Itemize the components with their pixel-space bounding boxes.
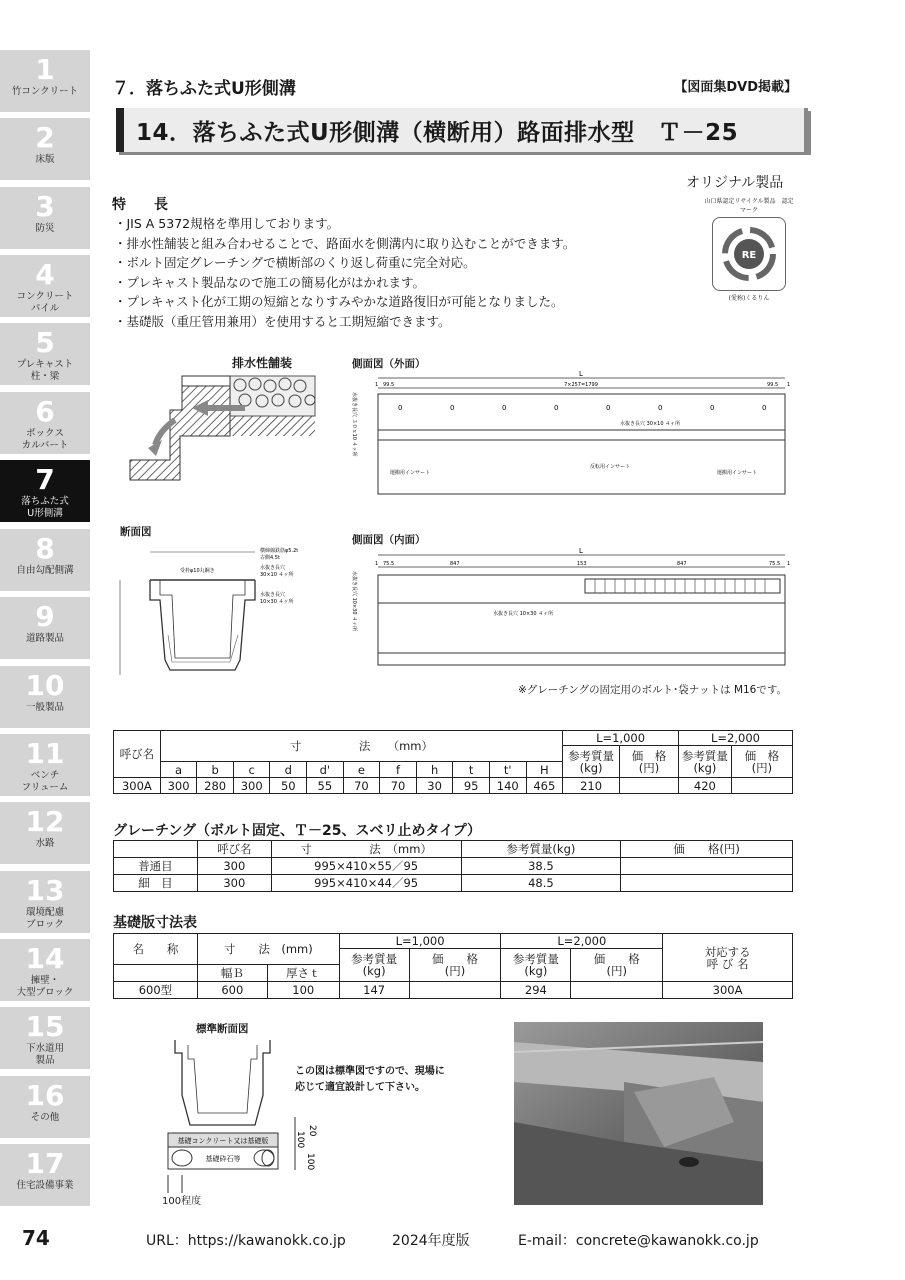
cell: 普通目 xyxy=(114,858,198,875)
header-price: 価 格 (円) xyxy=(731,746,792,778)
side-tab-15[interactable] xyxy=(0,1007,90,1069)
side-tab-14[interactable] xyxy=(0,939,90,1001)
cell: 48.5 xyxy=(461,875,621,892)
side-tab-number: 4 xyxy=(35,258,55,291)
svg-text:0: 0 xyxy=(606,404,611,412)
insert-label: 反転用インサート xyxy=(590,464,631,470)
side-tab-label: 道路製品 xyxy=(25,633,64,644)
dim-label: 75.5 xyxy=(383,561,395,567)
side-tab-number: 1 xyxy=(35,53,55,86)
cell: 600型 xyxy=(114,982,198,999)
section-heading: ７．落ちふた式U形側溝 xyxy=(112,79,296,99)
side-tab-5[interactable] xyxy=(0,323,90,385)
recycle-logo-text: RE xyxy=(741,250,757,261)
header-cell: 寸 法 (mm) xyxy=(197,934,339,965)
standard-title: 標準断面図 xyxy=(196,1023,249,1035)
side-tab-number: 8 xyxy=(35,532,55,565)
base-label: 基礎砕石等 xyxy=(205,1155,241,1163)
dim-label: 1 xyxy=(375,382,379,388)
cell: 細 目 xyxy=(114,875,198,892)
feature-item: ・排水性舗装と組み合わせることで、路面水を側溝内に取り込むことができます。 xyxy=(114,235,576,251)
cell: 280 xyxy=(197,778,234,794)
header-l2000: L=2,000 xyxy=(678,731,792,746)
side-tab-label: プレキャスト 柱・梁 xyxy=(16,359,74,382)
dim-label: 100 xyxy=(305,1153,315,1171)
dim-label: 99.5 xyxy=(383,382,395,388)
feature-item: ・ボルト固定グレーチングで横断部のくり返し荷重に完全対応。 xyxy=(114,255,476,270)
table-row xyxy=(114,858,793,875)
cell: 300 xyxy=(197,858,271,875)
side-tab-7[interactable] xyxy=(0,460,90,522)
side-tab-10[interactable] xyxy=(0,666,90,728)
side-tab-label: 住宅設備事業 xyxy=(16,1180,74,1191)
side-tab-number: 11 xyxy=(25,737,65,770)
cell: 600 xyxy=(197,982,267,999)
header-cell: 参考質量 (kg) xyxy=(501,949,571,982)
feature-item: ・プレキャスト製品なので施工の簡易化がはかれます。 xyxy=(114,274,426,290)
grating-heading: グレーチング（ボルト固定、Ｔ－25、スベリ止めタイプ） xyxy=(113,823,481,839)
cell: 70 xyxy=(343,778,380,794)
cell: 38.5 xyxy=(461,858,621,875)
header-yobi: 呼び名 xyxy=(114,731,161,778)
header-cell: 名 称 xyxy=(114,934,198,965)
header-cell: 価 格(円) xyxy=(621,841,793,858)
side-tab-label: 自由勾配側溝 xyxy=(16,565,74,576)
dim-label: 7×257=1799 xyxy=(564,382,598,388)
features-heading: 特 長 xyxy=(112,197,168,213)
dim-label: 1 xyxy=(787,382,791,388)
pavement-label: 排水性舗装 xyxy=(232,356,293,370)
svg-text:0: 0 xyxy=(554,404,559,412)
cell: 465 xyxy=(526,778,563,794)
svg-text:0: 0 xyxy=(762,404,767,412)
section-note: 古側4.5t xyxy=(260,555,280,561)
side-tab-label: 落ちふた式 U形側溝 xyxy=(21,496,69,519)
features-list xyxy=(114,214,575,331)
side-tab-8[interactable] xyxy=(0,529,90,591)
side-tab-label: コンクリート パイル xyxy=(16,291,74,314)
side-tab-label: ベンチ フリューム xyxy=(21,770,69,793)
col-d: d xyxy=(270,762,307,778)
side-tab-label: その他 xyxy=(30,1112,60,1123)
side-tab-label: 防災 xyxy=(35,223,55,234)
side-tab-17[interactable] xyxy=(0,1144,90,1206)
feature-item: ・JIS A 5372規格を準用しております。 xyxy=(114,216,340,231)
dim-label: 847 xyxy=(450,561,460,567)
feature-item: ・基礎版（重圧管用兼用）を使用すると工期短縮できます。 xyxy=(114,313,451,329)
col-f: f xyxy=(380,762,417,778)
side-tab-number: 16 xyxy=(25,1079,65,1112)
dim-label: 847 xyxy=(677,561,687,567)
page-title: 14．落ちふた式U形側溝（横断用）路面排水型 Ｔ－25 xyxy=(136,120,739,146)
svg-text:0: 0 xyxy=(502,404,507,412)
header-l1000: L=1,000 xyxy=(563,731,679,746)
side-tab-number: 12 xyxy=(25,805,65,838)
side-inner-drawing xyxy=(345,545,795,670)
header-cell: 価 格 (円) xyxy=(409,949,501,982)
dim-label: 100 xyxy=(295,1131,305,1149)
grating-table xyxy=(113,840,793,892)
svg-text:0: 0 xyxy=(450,404,455,412)
header-cell: 厚さｔ xyxy=(267,965,339,982)
bolt-note: ※グレーチングの固定用のボルト･袋ナットは M16です。 xyxy=(518,684,788,696)
recycle-mark xyxy=(704,196,794,302)
side-tab-13[interactable] xyxy=(0,871,90,933)
cell: 55 xyxy=(307,778,344,794)
standard-bottom-label: 100程度 xyxy=(162,1196,202,1207)
hole-label: 水抜き長穴 10×30 ４ヶ所 xyxy=(351,571,357,632)
dim-label: 1 xyxy=(375,561,379,567)
insert-label: 運搬用インサート xyxy=(390,470,431,476)
section-note: 10×30 ４ヶ所 xyxy=(260,599,294,605)
header-cell xyxy=(114,965,198,982)
svg-text:0: 0 xyxy=(398,404,403,412)
dim-label: 153 xyxy=(577,561,587,567)
table-row xyxy=(114,778,793,794)
header-cell xyxy=(114,841,198,858)
pavement-drawing xyxy=(120,370,320,490)
recycle-mark-top: 山口県認定リサイクル製品 認定マーク xyxy=(704,198,794,214)
col-c: c xyxy=(233,762,270,778)
section-label: 断面図 xyxy=(120,526,152,538)
side-tab-number: 15 xyxy=(25,1010,65,1043)
base-table xyxy=(113,933,793,999)
standard-note: 応じて適宜設計して下さい。 xyxy=(295,1082,425,1093)
col-h: h xyxy=(416,762,453,778)
side-tab-16[interactable] xyxy=(0,1076,90,1138)
cell xyxy=(409,982,501,999)
footer-year: 2024年度版 xyxy=(392,1233,470,1249)
side-outer-drawing xyxy=(345,370,795,500)
side-tab-9[interactable] xyxy=(0,597,90,659)
cell: 147 xyxy=(339,982,409,999)
cell: 210 xyxy=(563,778,620,794)
header-cell: L=1,000 xyxy=(339,934,501,949)
hole-label: 水抜き長穴 10×30 ４ヶ所 xyxy=(493,611,554,617)
cell xyxy=(621,858,793,875)
side-tab-number: 5 xyxy=(35,326,55,359)
spec-table xyxy=(113,730,793,794)
cell: 294 xyxy=(501,982,571,999)
section-note: 受枠φ10丸鋼き xyxy=(180,568,215,574)
dim-label: L xyxy=(579,370,583,378)
feature-item: ・プレキャスト化が工期の短縮となりすみやかな道路復旧が可能となりました。 xyxy=(114,294,564,309)
side-tab-label: 一般製品 xyxy=(25,702,64,713)
col-e: e xyxy=(343,762,380,778)
col-t: t xyxy=(453,762,490,778)
side-tab-label: 下水道用 製品 xyxy=(25,1043,64,1066)
side-tab-number: 9 xyxy=(35,600,55,633)
table-row xyxy=(114,875,793,892)
recycle-mark-bottom: (愛称)くるりん xyxy=(728,295,770,302)
col-t2: t' xyxy=(489,762,526,778)
cell: 300 xyxy=(197,875,271,892)
side-tab-number: 14 xyxy=(25,942,65,975)
cell: 300 xyxy=(233,778,270,794)
side-tab-label: ボックス カルバート xyxy=(21,428,69,451)
side-tab-2[interactable] xyxy=(0,118,90,180)
side-tab-1[interactable] xyxy=(0,50,90,112)
side-tab-4[interactable] xyxy=(0,255,90,317)
col-b: b xyxy=(197,762,234,778)
side-tab-3[interactable] xyxy=(0,187,90,249)
section-note: 30×10 ４ヶ所 xyxy=(260,572,294,578)
header-price: 価 格 (円) xyxy=(620,746,679,778)
hole-label: 水抜き長穴 ３０ｘ10 ４ヶ所 xyxy=(351,392,357,457)
header-cell: 呼び名 xyxy=(197,841,271,858)
hole-label: 水抜き長穴 30×10 ４ヶ所 xyxy=(620,421,681,427)
dim-label: 20 xyxy=(307,1125,317,1137)
cell xyxy=(571,982,663,999)
col-H: H xyxy=(526,762,563,778)
side-tab-11[interactable] xyxy=(0,734,90,796)
side-tab-number: 10 xyxy=(25,669,65,702)
header-cell: 参考質量(kg) xyxy=(461,841,621,858)
dim-label: 99.5 xyxy=(767,382,779,388)
side-tab-label: 環境配慮 ブロック xyxy=(25,907,64,930)
cell: 420 xyxy=(678,778,731,794)
cell: 70 xyxy=(380,778,417,794)
col-a: a xyxy=(160,762,197,778)
cell xyxy=(620,778,679,794)
cell: 100 xyxy=(267,982,339,999)
dvd-badge: 【図面集DVD掲載】 xyxy=(674,80,797,95)
side-tab-12[interactable] xyxy=(0,802,90,864)
standard-note: この図は標準図ですので、現場に xyxy=(295,1066,445,1077)
original-product-label: オリジナル製品 xyxy=(686,175,784,191)
section-drawing xyxy=(110,540,340,700)
header-cell: L=2,000 xyxy=(501,934,663,949)
side-tab-number: 7 xyxy=(35,463,55,496)
col-d2: d' xyxy=(307,762,344,778)
cell xyxy=(621,875,793,892)
header-cell: 寸 法 （mm） xyxy=(271,841,461,858)
side-tab-label: 水路 xyxy=(35,838,55,849)
cell xyxy=(731,778,792,794)
product-photo xyxy=(514,1022,763,1205)
recycle-logo-icon xyxy=(712,217,786,291)
side-tab-label: 床版 xyxy=(35,154,55,165)
side-tab-number: 6 xyxy=(35,395,55,428)
page-number: 74 xyxy=(22,1226,50,1250)
dim-label: 1 xyxy=(787,561,791,567)
section-note: 水抜き長穴 xyxy=(260,565,286,571)
footer-email[interactable]: E-mail：concrete@kawanokk.co.jp xyxy=(518,1233,759,1249)
footer-url[interactable]: URL：https://kawanokk.co.jp xyxy=(146,1233,346,1249)
header-cell: 対応する 呼 び 名 xyxy=(663,934,793,982)
table-row xyxy=(114,982,793,999)
svg-text:0: 0 xyxy=(658,404,663,412)
cell: 995×410×55／95 xyxy=(271,858,461,875)
side-tab-number: 17 xyxy=(25,1147,65,1180)
cell: 300A xyxy=(663,982,793,999)
cell: 140 xyxy=(489,778,526,794)
svg-text:0: 0 xyxy=(710,404,715,412)
side-tab-label: 擁壁・ 大型ブロック xyxy=(16,975,74,998)
base-heading: 基礎版寸法表 xyxy=(113,915,197,931)
section-note: 横締線鉄筋φ5.2t xyxy=(260,548,299,554)
side-tab-label: 竹コンクリート xyxy=(11,86,79,97)
header-mass: 参考質量 (kg) xyxy=(563,746,620,778)
side-tab-number: 3 xyxy=(35,190,55,223)
side-tab-number: 2 xyxy=(35,121,55,154)
header-dims: 寸 法 （mm） xyxy=(160,731,562,762)
header-mass: 参考質量 (kg) xyxy=(678,746,731,778)
dim-label: 75.5 xyxy=(769,561,781,567)
header-cell: 参考質量 (kg) xyxy=(339,949,409,982)
cell: 95 xyxy=(453,778,490,794)
dim-label: L xyxy=(579,547,583,555)
header-cell: 価 格 (円) xyxy=(571,949,663,982)
cell: 300 xyxy=(160,778,197,794)
cell: 50 xyxy=(270,778,307,794)
side-tab-6[interactable] xyxy=(0,392,90,454)
side-outer-label: 側面図（外面） xyxy=(352,358,426,370)
side-tab-number: 13 xyxy=(25,874,65,907)
side-inner-label: 側面図（内面） xyxy=(352,534,426,546)
cell: 995×410×44／95 xyxy=(271,875,461,892)
title-bar xyxy=(116,108,808,152)
section-note: 水抜き長穴 xyxy=(260,592,286,598)
insert-label: 運搬用インサート xyxy=(717,470,758,476)
header-cell: 幅Ｂ xyxy=(197,965,267,982)
base-label: 基礎コンクリート又は基礎版 xyxy=(177,1137,269,1145)
cell: 300A xyxy=(114,778,161,794)
cell: 30 xyxy=(416,778,453,794)
